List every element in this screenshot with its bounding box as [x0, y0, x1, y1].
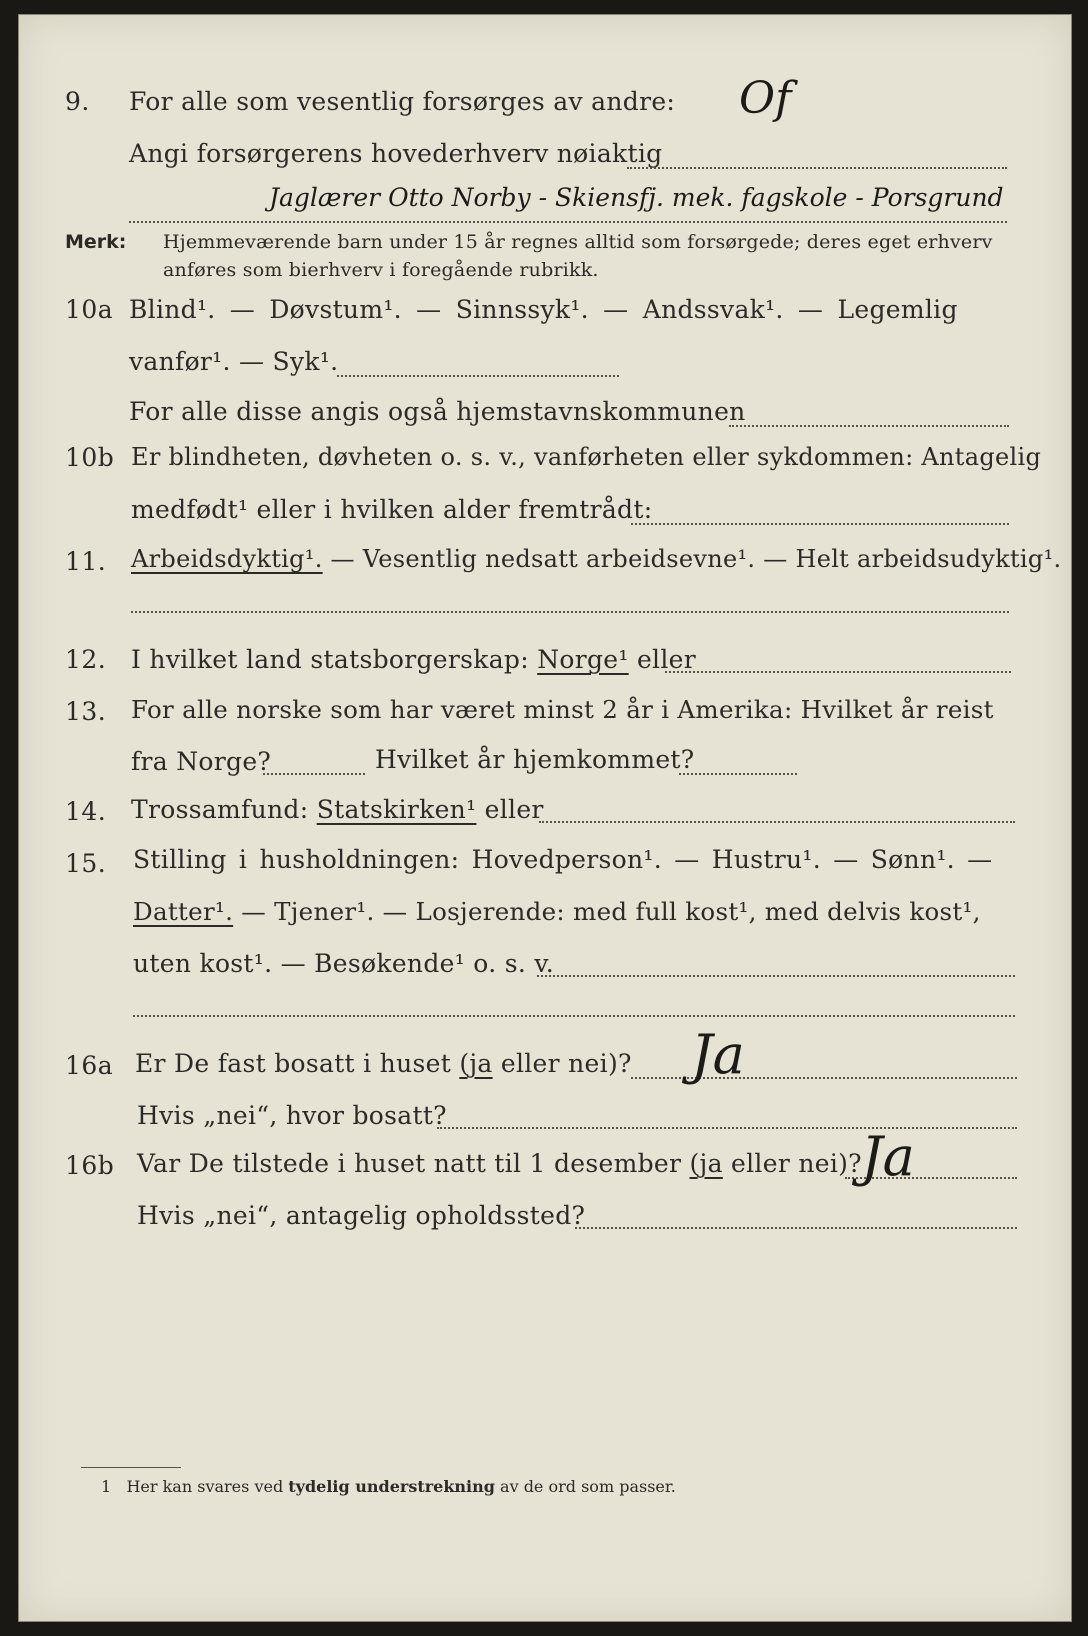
- q9-line1: For alle som vesentlig forsørges av andre:: [129, 87, 676, 116]
- q15-extra-line: [133, 1015, 1015, 1017]
- q16b-number: 16b: [65, 1151, 115, 1180]
- q16b-line2: Hvis „nei“, antagelig opholdssted?: [137, 1201, 586, 1230]
- q9-handwritten-answer: Jaglærer Otto Norby - Skiensfj. mek. fagskole - Porsgrund: [269, 183, 1004, 212]
- census-form-page: [18, 14, 1072, 1622]
- footnote-mark: 1: [101, 1477, 112, 1496]
- q16b-handwritten-answer: Ja: [861, 1125, 915, 1188]
- q13-line2a: fra Norge?: [131, 747, 272, 776]
- merk-line2: anføres som bierhverv i foregående rubrikk.: [163, 259, 599, 281]
- q14-line: [131, 795, 544, 824]
- q11-underlined-option: Arbeidsdyktig¹.: [131, 545, 323, 573]
- q11-rest: — Vesentlig nedsatt arbeidsevne¹. — Helt arbeidsudyktig¹.: [322, 545, 1062, 573]
- q13-line1: For alle norske som har været minst 2 år i Amerika: Hvilket år reist: [131, 695, 994, 724]
- q16a-handwritten-answer: Ja: [691, 1023, 745, 1086]
- q10b-number: 10b: [65, 443, 115, 472]
- q10a-fill-line: [337, 375, 619, 377]
- q16b-post: eller nei)?: [722, 1149, 862, 1178]
- q12-post: eller: [628, 645, 696, 674]
- q15-line2-rest: — Tjener¹. — Losjerende: med full kost¹, med delvis kost¹,: [233, 897, 981, 926]
- q16a-line2: Hvis „nei“, hvor bosatt?: [137, 1101, 447, 1130]
- q16a-post: eller nei)?: [492, 1049, 632, 1078]
- q15-number: 15.: [65, 849, 107, 878]
- q12-underlined-option: Norge¹: [537, 645, 629, 674]
- q12-number: 12.: [65, 645, 107, 674]
- q10a-kommune-line: [729, 425, 1009, 427]
- q14-underlined-option: Statskirken¹: [316, 795, 477, 824]
- q13-reist-line: [263, 773, 365, 775]
- footnote-text-bold: tydelig understrekning: [288, 1477, 495, 1496]
- q14-post: eller: [476, 795, 544, 824]
- q9-handwritten-mark: Of: [739, 73, 792, 124]
- q16a-question: Er De fast bosatt i huset: [135, 1049, 460, 1078]
- q10a-line1: Blind¹. — Døvstum¹. — Sinnssyk¹. — Andssvak¹. — Legemlig: [129, 295, 958, 324]
- q16a-where-line: [437, 1127, 1017, 1129]
- q14-question: Trossamfund:: [131, 795, 309, 824]
- merk-label: Merk:: [65, 231, 127, 253]
- q16a-fill-line: [631, 1077, 1017, 1079]
- q16a-number: 16a: [65, 1051, 114, 1080]
- q15-line3: uten kost¹. — Besøkende¹ o. s. v.: [133, 949, 555, 978]
- q16b-where-line: [575, 1227, 1017, 1229]
- q11-fill-line: [131, 611, 1009, 613]
- footnote: [101, 1477, 676, 1496]
- q9-fill-line: [627, 167, 1007, 169]
- q10b-fill-line: [631, 523, 1009, 525]
- footnote-text-post: av de ord som passer.: [494, 1477, 676, 1496]
- q10b-line1: Er blindheten, døvheten o. s. v., vanførheten eller sykdommen: Antagelig: [131, 443, 1042, 471]
- q12-question: I hvilket land statsborgerskap:: [131, 645, 529, 674]
- q13-hjem-line: [679, 773, 797, 775]
- q10a-line2: vanfør¹. — Syk¹.: [129, 347, 339, 376]
- q14-fill-line: [539, 821, 1015, 823]
- q16b-line1: [137, 1149, 862, 1178]
- q13-line2b: Hvilket år hjemkommet?: [375, 745, 695, 774]
- q15-line1: Stilling i husholdningen: Hovedperson¹. — Hustru¹. — Sønn¹. —: [133, 845, 993, 874]
- q9-line2: Angi forsørgerens hovederhverv nøiaktig: [129, 139, 663, 168]
- q16a-underlined-option: (ja: [459, 1049, 493, 1078]
- q11-line: [131, 545, 1061, 573]
- q10a-number: 10a: [65, 295, 114, 324]
- q16b-question: Var De tilstede i huset natt til 1 desember: [137, 1149, 690, 1178]
- q12-fill-line: [665, 671, 1011, 673]
- merk-line1: Hjemmeværende barn under 15 år regnes alltid som forsørgede; deres eget erhverv: [163, 231, 993, 253]
- footnote-text-pre: Her kan svares ved: [126, 1477, 289, 1496]
- q10a-line3: For alle disse angis også hjemstavnskommunen: [129, 397, 746, 426]
- q12-line: [131, 645, 696, 674]
- q15-fill-line: [537, 975, 1015, 977]
- q14-number: 14.: [65, 797, 107, 826]
- q16a-line1: [135, 1049, 632, 1078]
- q9-answer-line: [129, 221, 1007, 223]
- q15-underlined-option: Datter¹.: [133, 897, 234, 926]
- q10b-line2: medfødt¹ eller i hvilken alder fremtrådt:: [131, 495, 653, 524]
- q11-number: 11.: [65, 547, 107, 576]
- q16b-underlined-option: (ja: [689, 1149, 723, 1178]
- q9-number: 9.: [65, 87, 90, 116]
- footnote-rule: [81, 1467, 181, 1468]
- q13-number: 13.: [65, 697, 107, 726]
- q15-line2: [133, 897, 981, 926]
